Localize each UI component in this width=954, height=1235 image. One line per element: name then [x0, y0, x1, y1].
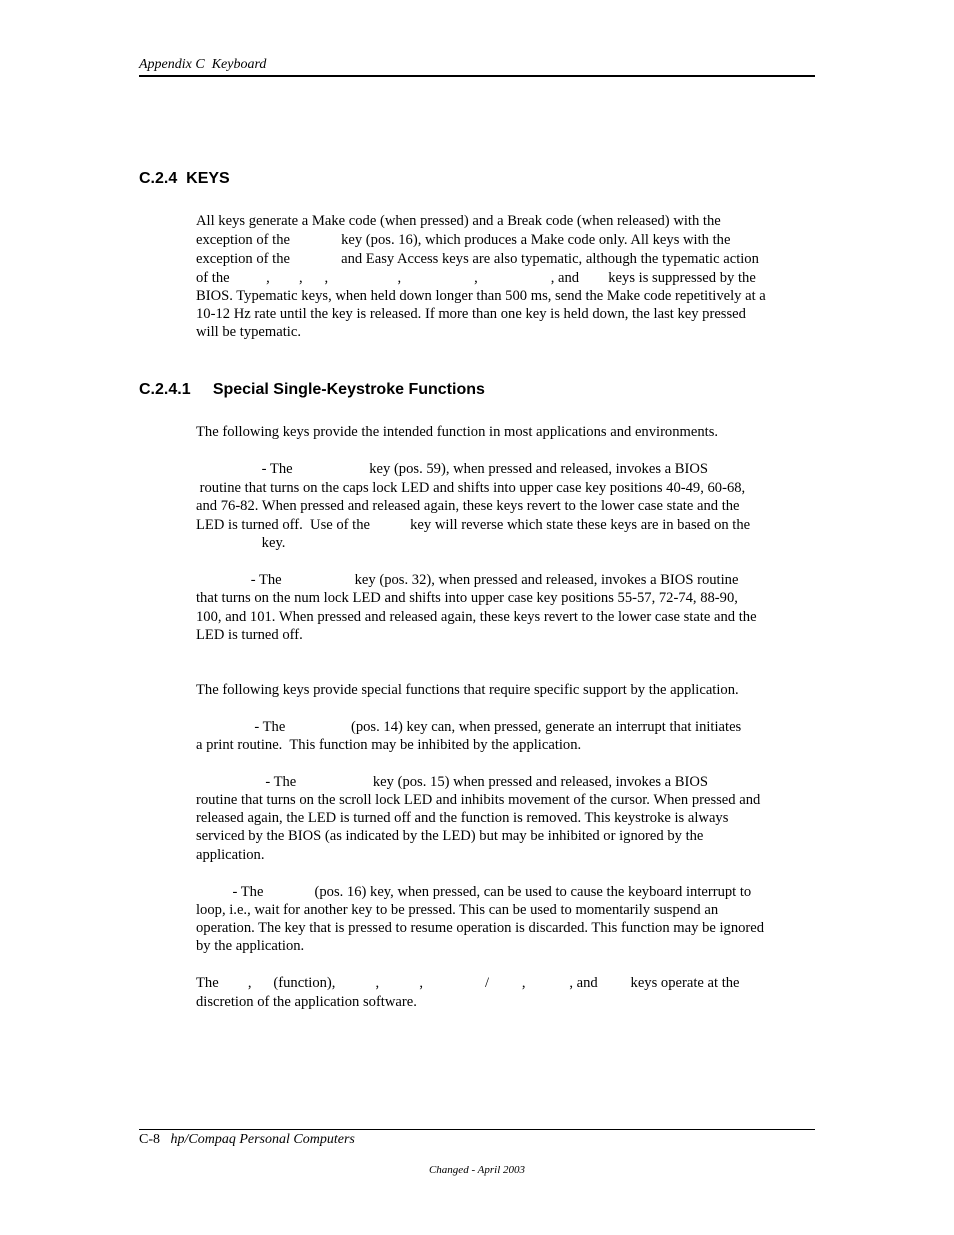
- footer-rule: [139, 1129, 815, 1130]
- running-header: Appendix C Keyboard: [139, 57, 267, 72]
- para-line: loop, i.e., wait for another key to be pressed. This can be used to momentarily suspend an: [196, 902, 719, 918]
- para-line: will be typematic.: [196, 324, 301, 340]
- page-number: C-8: [139, 1132, 160, 1147]
- para-line: that turns on the num lock LED and shifts into upper case key positions 55-57, 72-74, 88-90,: [196, 590, 738, 606]
- book-title: hp/Compaq Personal Computers: [170, 1132, 355, 1147]
- para-line: BIOS. Typematic keys, when held down longer than 500 ms, send the Make code repetitively at a: [196, 288, 766, 304]
- para-line: The following keys provide special functions that require specific support by the application.: [196, 682, 739, 698]
- para-line: operation. The key that is pressed to resume operation is discarded. This function may be ignored: [196, 920, 765, 936]
- para-line: LED is turned off.: [196, 627, 303, 643]
- para-line: exception of the key (pos. 16), which produces a Make code only. All keys with the: [196, 232, 731, 248]
- para-line: a print routine. This function may be inhibited by the application.: [196, 737, 582, 753]
- para-line: - The key (pos. 32), when pressed and released, invokes a BIOS routine: [196, 572, 739, 588]
- revision-note: Changed - April 2003: [428, 1164, 526, 1176]
- para-line: - The key (pos. 59), when pressed and released, invokes a BIOS: [196, 461, 709, 477]
- header-rule: [139, 75, 815, 77]
- para-line: The , (function), , , / , , and keys operate at the: [196, 975, 740, 991]
- para-line: application.: [196, 847, 265, 863]
- para-line: discretion of the application software.: [196, 994, 417, 1010]
- para-line: routine that turns on the caps lock LED and shifts into upper case key positions 40-49, 60-68,: [196, 480, 746, 496]
- para-line: All keys generate a Make code (when pressed) and a Break code (when released) with the: [196, 213, 721, 229]
- para-line: - The key (pos. 15) when pressed and released, invokes a BIOS: [196, 774, 709, 790]
- para-line: The following keys provide the intended function in most applications and environments.: [196, 424, 719, 440]
- para-line: - The (pos. 16) key, when pressed, can be used to cause the keyboard interrupt to: [196, 884, 752, 900]
- para-line: 10-12 Hz rate until the key is released. If more than one key is held down, the last key pressed: [196, 306, 746, 322]
- para-line: 100, and 101. When pressed and released again, these keys revert to the lower case state and the: [196, 609, 757, 625]
- para-line: serviced by the BIOS (as indicated by the LED) but may be inhibited or ignored by the: [196, 828, 704, 844]
- para-line: released again, the LED is turned off and the function is removed. This keystroke is always: [196, 810, 729, 826]
- para-line: exception of the and Easy Access keys are also typematic, although the typematic action: [196, 251, 759, 267]
- para-line: - The (pos. 14) key can, when pressed, generate an interrupt that initiates: [196, 719, 742, 735]
- para-line: by the application.: [196, 938, 305, 954]
- para-line: of the , , , , , , and keys is suppressed by the: [196, 270, 756, 286]
- para-line: and 76-82. When pressed and released again, these keys revert to the lower case state and the: [196, 498, 740, 514]
- section-heading: C.2.4 KEYS: [139, 170, 230, 187]
- para-line: LED is turned off. Use of the key will reverse which state these keys are in based on the: [196, 517, 751, 533]
- para-line: key.: [196, 535, 286, 551]
- para-line: routine that turns on the scroll lock LED and inhibits movement of the cursor. When pressed and: [196, 792, 761, 808]
- footer: [139, 1132, 355, 1148]
- subsection-heading: C.2.4.1 Special Single-Keystroke Functions: [139, 381, 485, 398]
